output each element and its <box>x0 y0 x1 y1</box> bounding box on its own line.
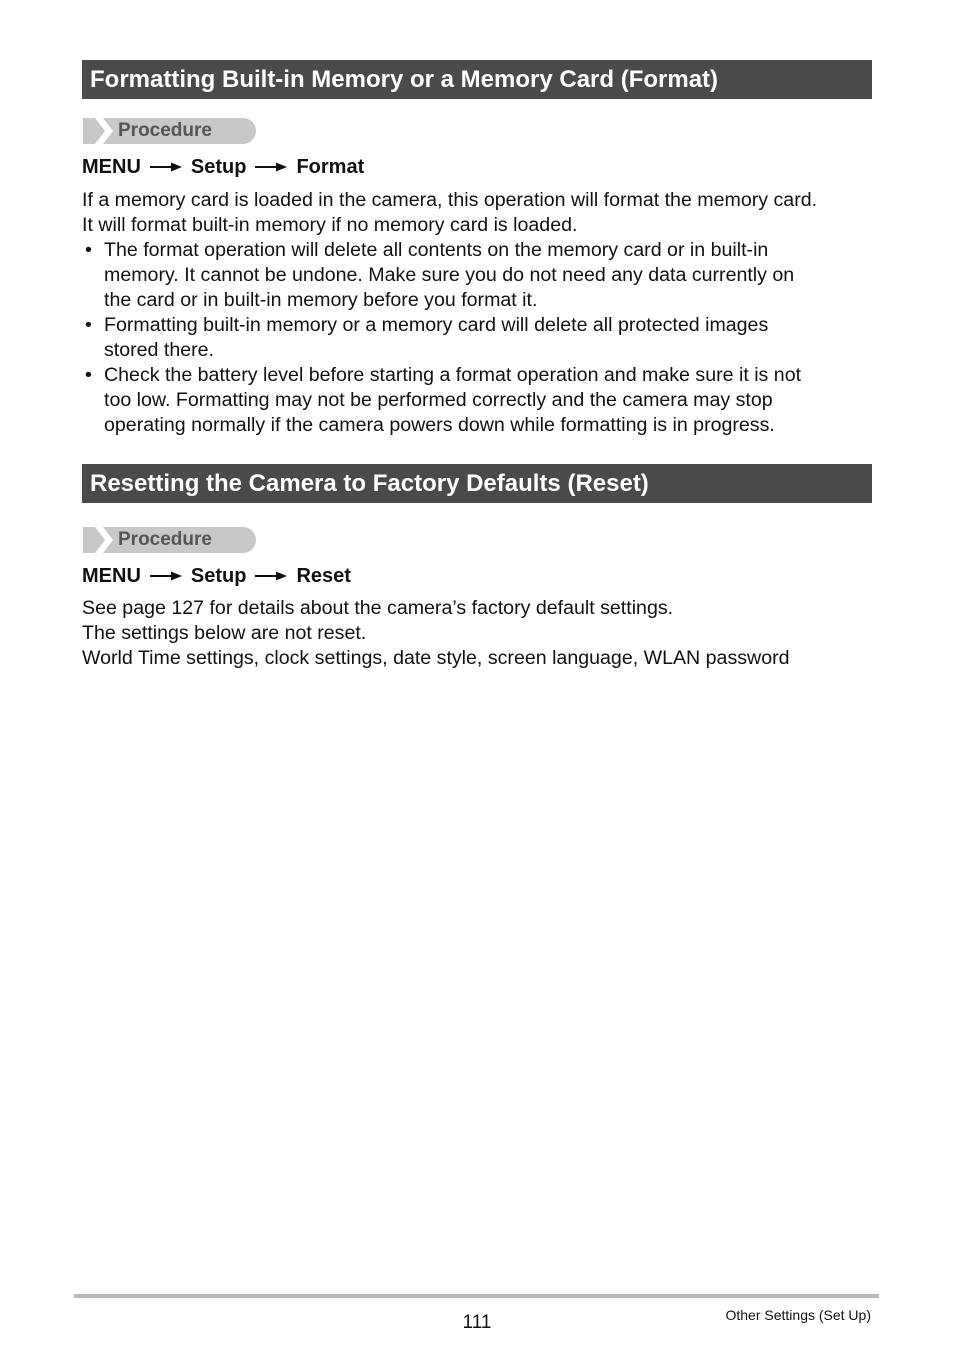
body-paragraph: World Time settings, clock settings, date style, screen language, WLAN password <box>82 647 790 669</box>
procedure-tag <box>83 527 256 553</box>
procedure-tag <box>83 118 256 144</box>
arrow-right-icon <box>150 571 182 581</box>
body-paragraph: It will format built-in memory if no memory card is loaded. <box>82 214 578 236</box>
arrow-right-icon <box>255 162 287 172</box>
menu-path-step: Format <box>296 155 365 178</box>
footer-divider <box>74 1294 879 1298</box>
menu-path-step: Reset <box>296 564 351 587</box>
list-item: • The format operation will delete all contents on the memory card or in built-in memory. It cannot be undone. Make sure you do not need any data currently on the card or in built-in memory before you format it. <box>82 238 801 313</box>
arrow-right-icon <box>255 571 287 581</box>
menu-path-step: Setup <box>190 155 247 178</box>
list-item: • Formatting built-in memory or a memory card will delete all protected images stored there. <box>82 313 801 363</box>
body-paragraph: The settings below are not reset. <box>82 622 367 644</box>
section-heading-reset: Resetting the Camera to Factory Defaults (Reset) <box>82 464 872 503</box>
body-paragraph: See page 127 for details about the camera’s factory default settings. <box>82 597 674 619</box>
page-number: 111 <box>462 1312 492 1333</box>
section-heading-format: Formatting Built-in Memory or a Memory Card (Format) <box>82 60 872 99</box>
menu-path-step: MENU <box>82 564 141 587</box>
menu-path <box>82 563 351 589</box>
list-item: • Check the battery level before starting a format operation and make sure it is not too low. Formatting may not be performed correctly and the camera may stop operating normally if the camera powers down while formatting is in progress. <box>82 363 801 438</box>
menu-path-step: MENU <box>82 155 141 178</box>
note-list <box>82 238 801 438</box>
menu-path <box>82 154 364 180</box>
procedure-label: Procedure <box>118 120 212 141</box>
footer-section-label: Other Settings (Set Up) <box>725 1307 871 1323</box>
menu-path-step: Setup <box>190 564 247 587</box>
procedure-label: Procedure <box>118 529 212 550</box>
body-paragraph: If a memory card is loaded in the camera, this operation will format the memory card. <box>82 189 818 211</box>
arrow-right-icon <box>150 162 182 172</box>
